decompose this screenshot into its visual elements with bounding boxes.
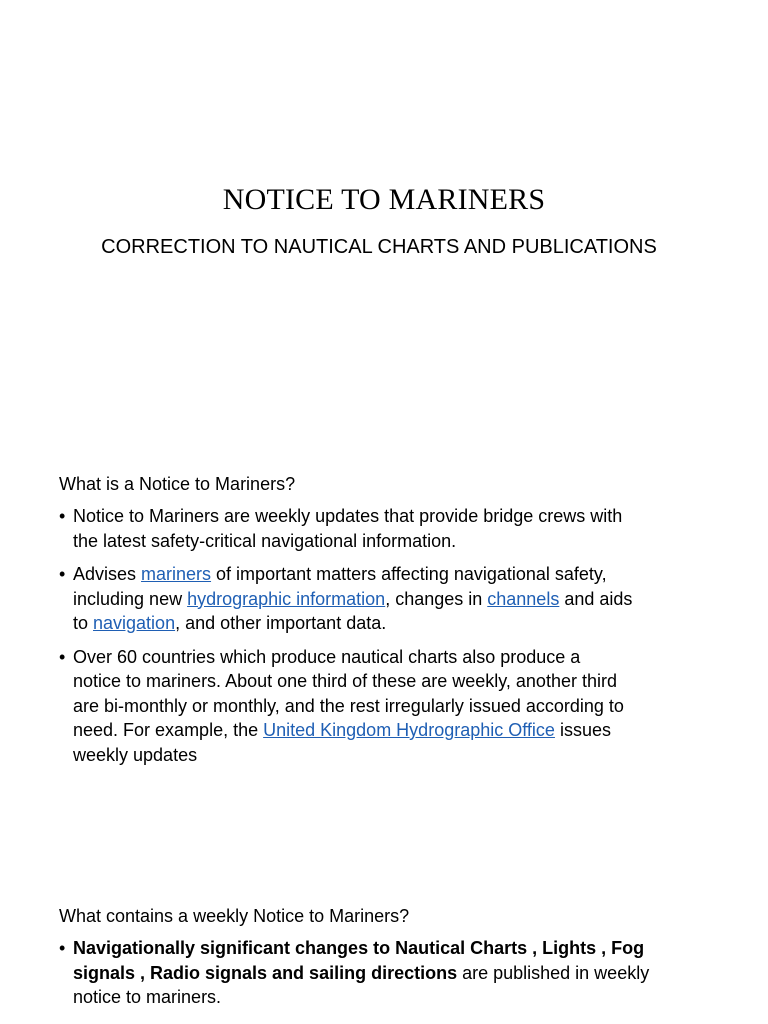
text-line: notice to mariners.	[73, 987, 222, 1007]
text-line: notice to mariners. About one third of these are weekly, another third	[73, 671, 617, 691]
bullet-icon: •	[59, 564, 66, 584]
list-item	[59, 645, 719, 768]
text-segment: , changes in	[385, 588, 488, 609]
mariners-link[interactable]: mariners	[141, 564, 212, 584]
text-segment: , and other important data.	[175, 613, 387, 633]
list-item	[59, 504, 719, 553]
hydrographic-information-link[interactable]: hydrographic information	[187, 588, 386, 609]
text-segment: to	[73, 613, 94, 633]
channels-link[interactable]: channels	[487, 588, 560, 609]
text-segment: are published in weekly	[457, 962, 650, 983]
text-segment: signals , Radio signals and sailing directions	[73, 962, 458, 983]
bullet-icon: •	[59, 506, 66, 526]
text-line	[73, 718, 719, 743]
page-subtitle: CORRECTION TO NAUTICAL CHARTS AND PUBLICATIONS	[101, 236, 657, 258]
list-item	[59, 562, 719, 636]
text-line	[73, 961, 719, 986]
text-line: the latest safety-critical navigational information.	[73, 530, 457, 551]
section-heading-what-is: What is a Notice to Mariners?	[59, 474, 296, 494]
list-item	[59, 936, 719, 1010]
text-line: are bi-monthly or monthly, and the rest irregularly issued according to	[73, 695, 624, 716]
text-segment: need. For example, the	[73, 720, 264, 740]
bullet-list-what-contains	[59, 936, 719, 1019]
section-heading-what-contains: What contains a weekly Notice to Mariners?	[59, 906, 410, 926]
text-segment: Advises	[73, 564, 142, 584]
text-line	[73, 587, 719, 612]
navigation-link[interactable]: navigation	[93, 613, 176, 633]
bullet-icon: •	[59, 646, 66, 667]
text-line: Navigationally significant changes to Nautical Charts , Lights , Fog	[73, 938, 645, 958]
text-segment: and aids	[559, 588, 633, 609]
text-segment: issues	[554, 720, 611, 740]
bullet-list-what-is	[59, 504, 719, 776]
bullet-icon: •	[59, 938, 66, 958]
text-line: Over 60 countries which produce nautical charts also produce a	[73, 646, 581, 667]
text-line	[73, 562, 719, 587]
text-line: Notice to Mariners are weekly updates that provide bridge crews with	[73, 506, 623, 526]
text-segment: of important matters affecting navigational safety,	[211, 564, 607, 584]
text-segment: including new	[73, 588, 188, 609]
text-line: weekly updates	[73, 744, 198, 765]
text-line	[73, 611, 719, 636]
page-title: NOTICE TO MARINERS	[222, 183, 546, 216]
ukho-link[interactable]: United Kingdom Hydrographic Office	[263, 720, 555, 740]
